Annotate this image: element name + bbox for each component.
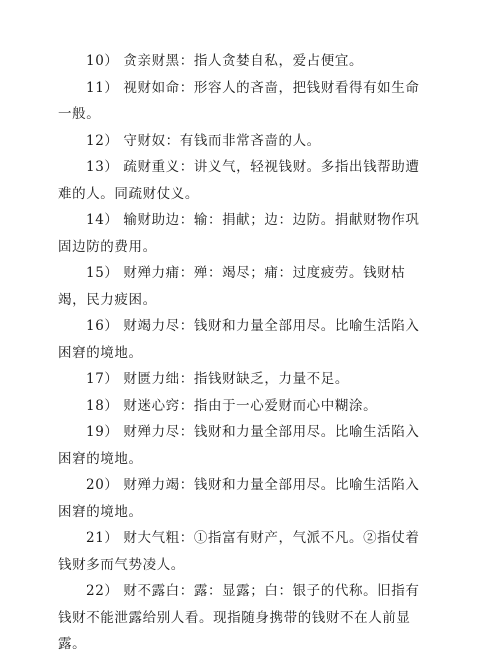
entry-21: 21） 财大气粗：①指富有财产，气派不凡。②指仗着钱财多而气势凌人。 [58,530,420,573]
entry-13: 13） 疏财重义：讲义气，轻视钱财。多指出钱帮助遭难的人。同疏财仗义。 [58,159,420,202]
entry-12: 12） 守财奴：有钱而非常吝啬的人。 [86,132,321,149]
entry-10: 10） 贪亲财黑：指人贪婪自私，爱占便宜。 [86,53,364,69]
entry-11: 11） 视财如命：形容人的吝啬，把钱财看得有如生命一般。 [58,79,420,122]
entry-14: 14） 输财助边：输：捐献；边：边防。捐献财物作巩固边防的费用。 [58,212,420,255]
entry-16: 16） 财竭力尽：钱财和力量全部用尽。比喻生活陷入困窘的境地。 [58,318,420,361]
entry-15: 15） 财殚力痡：殚：竭尽；痡：过度疲劳。钱财枯竭，民力疲困。 [58,265,406,308]
entry-18: 18） 财迷心窍：指由于一心爱财而心中糊涂。 [86,397,378,414]
entry-17: 17） 财匮力绌：指钱财缺乏，力量不足。 [86,371,349,387]
entry-20: 20） 财殚力竭：钱财和力量全部用尽。比喻生活陷入困窘的境地。 [58,477,420,520]
entry-19: 19） 财殚力尽：钱财和力量全部用尽。比喻生活陷入困窘的境地。 [58,424,420,467]
entry-22: 22） 财不露白：露：显露；白：银子的代称。旧指有钱财不能泄露给别人看。现指随身携带的钱财不在人前显露。 [58,583,420,652]
